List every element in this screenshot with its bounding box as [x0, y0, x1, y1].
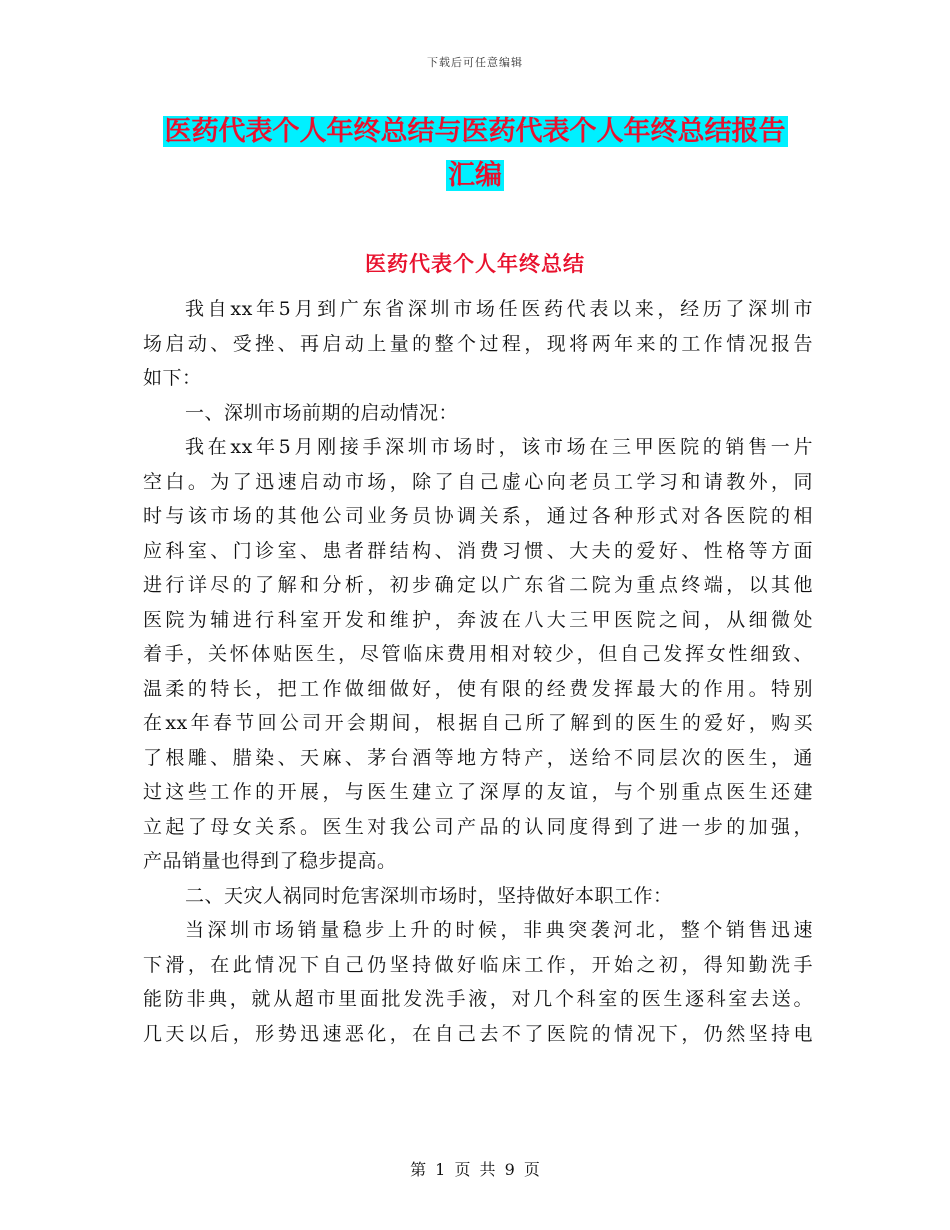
section-heading: 医药代表个人年终总结	[365, 251, 585, 276]
body-line: 进行详尽的了解和分析，初步确定以广东省二院为重点终端，以其他	[143, 574, 813, 596]
page-header-note: 下载后可任意编辑	[427, 56, 523, 69]
body-line: 过这些工作的开展，与医生建立了深厚的友谊，与个别重点医生还建	[143, 781, 813, 803]
body-line: 能防非典，就从超市里面批发洗手液，对几个科室的医生逐科室去送。	[143, 988, 813, 1010]
body-line: 温柔的特长，把工作做细做好，使有限的经费发挥最大的作用。特别	[143, 677, 813, 700]
body-line: 我在xx年5月刚接手深圳市场时，该市场在三甲医院的销售一片	[185, 436, 813, 458]
page-number-footer: 第 1 页 共 9 页	[410, 1160, 540, 1179]
body-line: 应科室、门诊室、患者群结构、消费习惯、大夫的爱好、性格等方面	[143, 539, 813, 562]
body-line: 一、深圳市场前期的启动情况：	[185, 401, 459, 424]
body-line: 着手，关怀体贴医生，尽管临床费用相对较少，但自己发挥女性细致、	[143, 643, 813, 665]
body-line: 了根雕、腊染、天麻、茅台酒等地方特产，送给不同层次的医生，通	[143, 746, 813, 769]
body-line: 医院为辅进行科室开发和维护，奔波在八大三甲医院之间，从细微处	[143, 608, 813, 631]
document-title-line-2: 汇编	[448, 160, 502, 191]
body-line: 下滑，在此情况下自己仍坚持做好临床工作，开始之初，得知勤洗手	[143, 953, 813, 976]
body-line: 在xx年春节回公司开会期间，根据自己所了解到的医生的爱好，购买	[143, 712, 813, 734]
body-line: 我自xx年5月到广东省深圳市场任医药代表以来，经历了深圳市	[185, 298, 813, 320]
body-line: 空白。为了迅速启动市场，除了自己虚心向老员工学习和请教外，同	[143, 470, 813, 493]
body-text	[143, 292, 813, 1051]
body-line: 时与该市场的其他公司业务员协调关系，通过各种形式对各医院的相	[143, 505, 813, 527]
body-line: 立起了母女关系。医生对我公司产品的认同度得到了进一步的加强，	[143, 815, 813, 838]
body-line: 场启动、受挫、再启动上量的整个过程，现将两年来的工作情况报告	[143, 332, 813, 355]
body-line: 当深圳市场销量稳步上升的时候，非典突袭河北，整个销售迅速	[185, 919, 813, 941]
body-line: 几天以后，形势迅速恶化，在自己去不了医院的情况下，仍然坚持电	[143, 1022, 813, 1045]
body-line: 如下：	[143, 367, 202, 389]
body-line: 二、天灾人祸同时危害深圳市场时，坚持做好本职工作：	[185, 884, 673, 907]
document-title-line-1: 医药代表个人年终总结与医药代表个人年终总结报告	[164, 116, 786, 147]
body-line: 产品销量也得到了稳步提高。	[143, 850, 397, 872]
document-title	[140, 110, 810, 198]
